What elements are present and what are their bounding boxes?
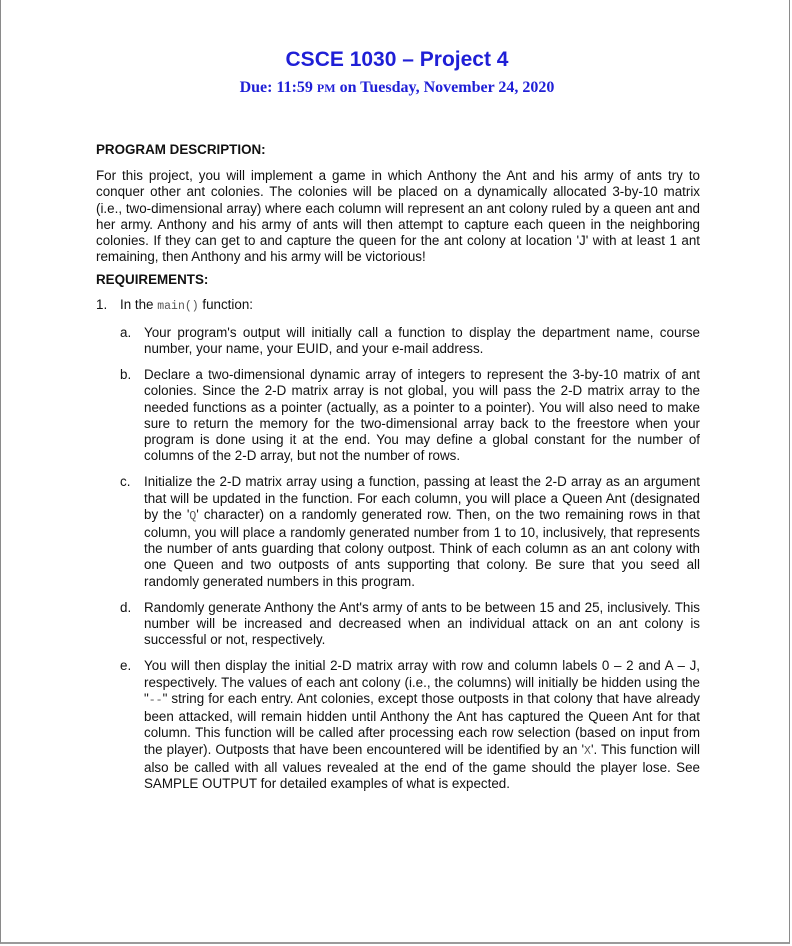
subitem-e-text-2: " string for each entry. Ant colonies, except those outposts in that colony that have already been attacked, will remain hidden until Anthony the Ant has captured the Queen Ant for that column. This function will be called after processing each row selection (based on input from the player). Outposts that have been encountered will be identified by an ' — [144, 690, 700, 757]
requirements-heading: REQUIREMENTS: — [96, 272, 209, 288]
subitem-d — [120, 600, 700, 649]
outpost-char-code: X — [584, 744, 591, 758]
item1-prefix: In the — [120, 296, 158, 312]
subitem-b — [120, 367, 700, 464]
subitem-c-text-2: ' character) on a randomly generated row. Then, on the two remaining rows in that column, you will place a randomly generated number from 1 to 10, inclusively, that represents the number of ants guarding that colony outpost. Think of each column as an ant colony with one Queen and two outposts of ants supporting that colony. Be sure that you seed all randomly generated numbers in this program. — [144, 506, 700, 589]
subitem-d-text: Randomly generate Anthony the Ant's army of ants to be between 15 and 25, inclusively. This number will be increased and decreased when an individual attack on an ant colony is successful or not, respectively. — [144, 599, 700, 648]
program-description-heading: PROGRAM DESCRIPTION: — [96, 142, 266, 157]
due-pm: PM — [316, 81, 336, 95]
subitem-a-text: Your program's output will initially call a function to display the department name, course number, your name, your EUID, and your e-mail address. — [144, 324, 700, 357]
due-prefix: Due: 11:59 — [239, 79, 317, 96]
item-number: 1. — [96, 296, 108, 312]
queen-char-code: Q — [189, 509, 197, 523]
program-description-text: For this project, you will implement a game in which Anthony the Ant and his army of ants try to conquer other ant colonies. The colonies will be placed on a dynamically allocated 3-by-10 matrix (i.e., two-dimensional array) where each column will represent an ant colony ruled by a queen ant and her army. Anthony and his army of ants will then attempt to capture each queen in the neighboring colonies. If they can get to and capture the queen for the ant colony at location 'J' with at least 1 ant remaining, then Anthony and his army will be victorious! — [96, 168, 700, 265]
subitem-letter: d. — [120, 599, 132, 615]
subitem-c — [120, 474, 700, 589]
due-date — [1, 79, 792, 97]
subitem-e-text-1: You will then display the initial 2-D matrix array with row and column labels 0 – 2 and A – J, respectively. The values of each ant colony (i.e., the columns) will initially be hidden using the " — [144, 658, 700, 706]
subitem-letter: e. — [120, 658, 132, 674]
subitem-a — [120, 325, 700, 357]
requirement-item-1 — [96, 297, 700, 315]
subitem-c-text-1: Initialize the 2-D matrix array using a function, passing at least the 2-D array as an argument that will be updated in the function. For each column, you will place a Queen Ant (designated by the ' — [144, 474, 700, 522]
subitem-letter: a. — [120, 324, 132, 340]
due-suffix: on Tuesday, November 24, 2020 — [335, 79, 555, 96]
item1-suffix: function: — [198, 296, 253, 312]
main-function-code: main() — [157, 299, 199, 313]
subitem-e-text — [144, 658, 700, 792]
subitem-c-text — [144, 474, 700, 589]
subitem-e-text-3: '. This function will also be called with all values revealed at the end of the game should the player lose. See SAMPLE OUTPUT for detailed examples of what is expected. — [144, 741, 700, 791]
subitem-letter: b. — [120, 367, 132, 383]
hidden-string-code: -- — [148, 693, 163, 707]
document-body — [96, 142, 700, 792]
document-title: CSCE 1030 – Project 4 — [285, 48, 509, 71]
subitem-e — [120, 658, 700, 792]
subitem-letter: c. — [120, 474, 131, 490]
subitem-b-text: Declare a two-dimensional dynamic array of integers to represent the 3-by-10 matrix of ant colonies. Since the 2-D matrix array is not global, you will pass the 2-D matrix array to the needed functions as a pointer (actually, as a pointer to a pointer). You will also need to make sure to return the memory for the two-dimensional array back to the freestore when your program is done using it at the end. You may define a global constant for the number of columns of the 2-D array, but not the number of rows. — [144, 367, 700, 464]
